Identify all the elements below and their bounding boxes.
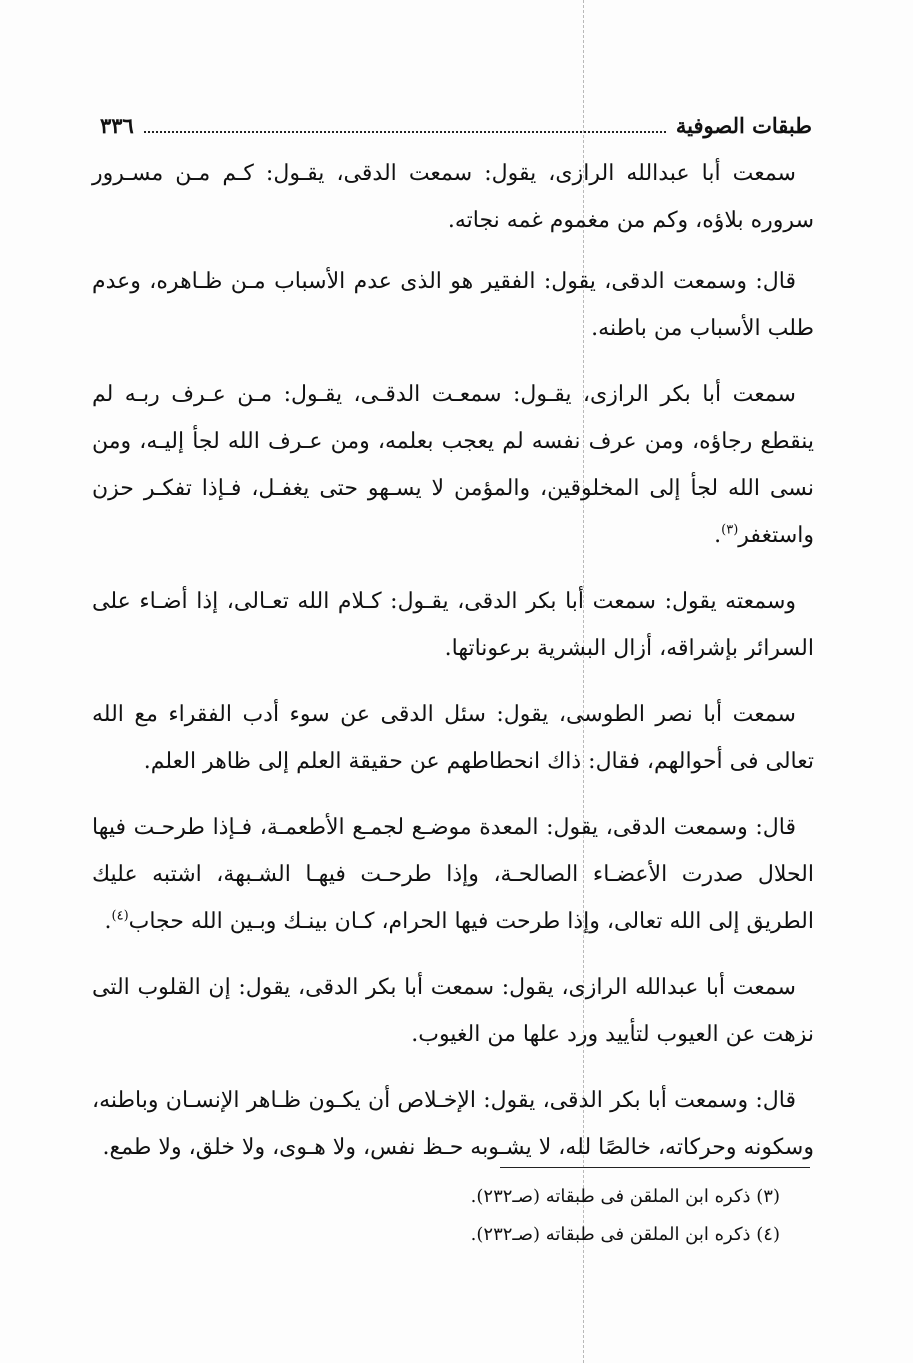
footnote-marker: (٣): [721, 522, 739, 538]
paragraph: [92, 804, 814, 945]
paragraph-text: سمعت أبا عبدالله الرازى، يقول: سمعت أبا بكر الدقى، يقول: إن القلوب التى نزهت عن العيوب لتأييد ورد علها من الغيوب.: [92, 975, 814, 1047]
paragraph: [92, 1077, 814, 1171]
paragraph: [92, 150, 814, 244]
book-title: طبقات الصوفية: [675, 112, 812, 138]
paragraph: [92, 371, 814, 559]
footnote: (٣) ذكره ابن الملقن فى طبقاته (صـ٢٣٢).: [470, 1186, 780, 1207]
paragraph-text: سمعت أبا بكر الرازى، يقـول: سمعـت الدقـى، يقـول: مـن عـرف ربـه لم ينقطع رجاؤه، ومن عرف نفسه لم يعجب بعلمه، ومن عـرف الله لجأ إليـه، ومن نسى الله لجأ إلى المخلوقين، والمؤمن لا يسـهو حتى يغفـل، فـإذا تفكـر حزن واستغفر: [92, 382, 814, 548]
footnote-separator: [500, 1167, 810, 1168]
footnote: (٤) ذكره ابن الملقن فى طبقاته (صـ٢٣٢).: [470, 1224, 780, 1245]
paragraph: [92, 258, 814, 352]
footnote-marker: (٤): [111, 908, 129, 924]
page-number: ٣٣٦: [100, 112, 134, 138]
paragraph-text: قال: وسمعت أبا بكر الدقى، يقول: الإخـلاص أن يكـون ظـاهر الإنسـان وباطنه، وسكونه وحركاته، خالصًا لله، لا يشـوبه حـظ نفس، ولا هـوى، ولا خلق، ولا طمع.: [92, 1088, 814, 1160]
paragraph: [92, 691, 814, 785]
paragraph-text: وسمعته يقول: سمعت أبا بكر الدقى، يقـول: كـلام الله تعـالى، إذا أضـاء على السرائر بإشراقه، أزال البشرية برعوناتها.: [92, 589, 814, 661]
paragraph-text: سمعت أبا نصر الطوسى، يقول: سئل الدقى عن سوء أدب الفقراء مع الله تعالى فى أحوالهم، فقال: ذاك انحطاطهم عن حقيقة العلم إلى ظاهر العلم.: [92, 702, 814, 774]
page-body: [92, 150, 814, 1190]
paragraph-text: قال: وسمعت الدقى، يقول: الفقير هو الذى عدم الأسباب مـن ظـاهره، وعدم طلب الأسباب من باطنه.: [92, 269, 814, 341]
page-header: [100, 103, 812, 147]
paragraph: [92, 578, 814, 672]
sentence-end: .: [714, 523, 722, 548]
paragraph: [92, 964, 814, 1058]
paragraph-text: سمعت أبا عبدالله الرازى، يقول: سمعت الدقى، يقـول: كـم مـن مسـرور سروره بلاؤه، وكم من مغموم غمه نجاته.: [92, 161, 814, 233]
dotted-leader: [144, 125, 666, 133]
paragraph-text: قال: وسمعت الدقى، يقول: المعدة موضـع لجمـع الأطعمـة، فـإذا طرحـت فيها الحلال صدرت الأعضـاء الصالحـة، وإذا طرحـت فيهـا الشـبهة، اشتبه عليك الطريق إلى الله تعالى، وإذا طرحت فيها الحرام، كـان بينـك وبـين الله حجاب: [92, 815, 814, 934]
footnotes: [300, 1178, 780, 1254]
sentence-end: .: [104, 909, 112, 934]
